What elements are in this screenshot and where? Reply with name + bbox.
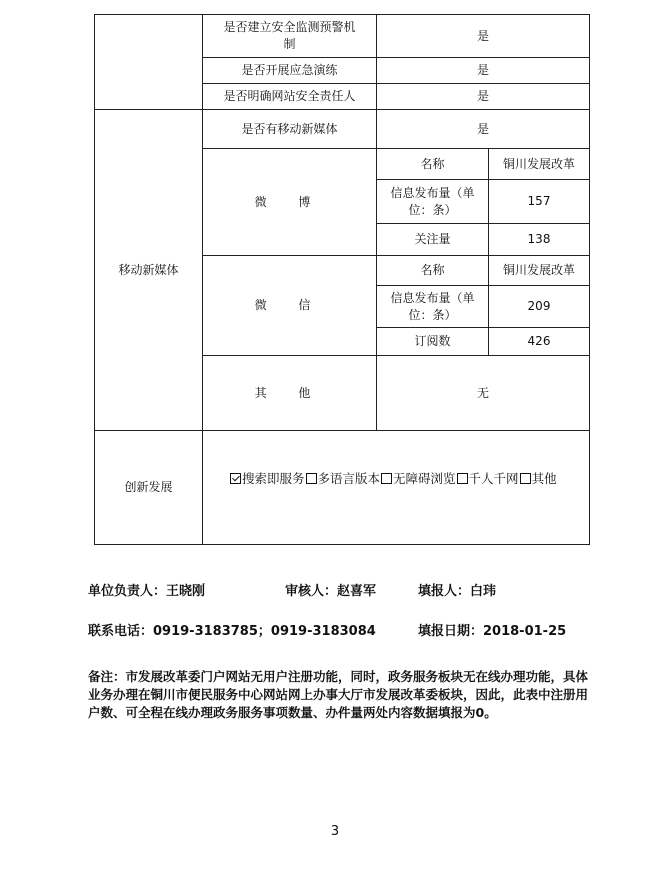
option-personalized[interactable]: 千人千网 xyxy=(456,471,519,486)
row-label-drill: 是否开展应急演练 xyxy=(241,63,338,77)
innovation-options xyxy=(229,469,557,487)
other-value: 无 xyxy=(476,385,489,400)
weixin-sub-value: 426 xyxy=(527,334,551,348)
checkbox-icon[interactable] xyxy=(520,473,531,484)
reviewer: 审核人：赵喜军 xyxy=(285,584,377,599)
filler: 填报人：白玮 xyxy=(418,584,497,599)
weixin-posts-value: 209 xyxy=(527,299,551,313)
checkbox-icon[interactable] xyxy=(457,473,468,484)
row-label-monitoring: 是否建立安全监测预警机制 xyxy=(223,20,356,51)
weixin-sub-label: 订阅数 xyxy=(414,334,451,348)
contact-phone: 联系电话：0919-3183785；0919-3183084 xyxy=(88,624,376,639)
option-search-as-service[interactable]: 搜索即服务 xyxy=(229,471,305,486)
weibo-posts-label: 信息发布量（单位：条） xyxy=(390,185,475,217)
weibo-name-label: 名称 xyxy=(420,156,445,171)
weixin-label: 微 信 xyxy=(254,298,325,312)
has-mobile-label: 是否有移动新媒体 xyxy=(241,121,338,136)
row-value-responsible: 是 xyxy=(476,89,489,103)
weibo-follow-label: 关注量 xyxy=(414,232,451,246)
weibo-posts-value: 157 xyxy=(527,194,551,208)
checkbox-icon[interactable] xyxy=(381,473,392,484)
option-other[interactable]: 其他 xyxy=(519,471,557,486)
section-label-mobile-media: 移动新媒体 xyxy=(118,262,179,277)
innovation-label: 创新发展 xyxy=(124,480,173,494)
weibo-name-value: 铜川发展改革 xyxy=(502,156,575,171)
weibo-label: 微 博 xyxy=(254,194,325,209)
has-mobile-value: 是 xyxy=(476,121,489,136)
checkbox-checked-icon[interactable] xyxy=(230,473,241,484)
other-label: 其 他 xyxy=(254,385,325,400)
unit-head: 单位负责人：王晓刚 xyxy=(88,584,206,599)
checkbox-icon[interactable] xyxy=(306,473,317,484)
weibo-follow-value: 138 xyxy=(527,232,551,246)
page-number: 3 xyxy=(330,824,340,839)
row-value-monitoring: 是 xyxy=(476,28,489,43)
remark: 备注：市发展改革委门户网站无用户注册功能，同时，政务服务板块无在线办理功能，具体业务办理在铜川市便民服务中心网站网上办事大厅市发展改革委板块，因此，此表中注册用户数、可全程在线办理政务服务事项数量、办件量两处内容数据填报为0。 xyxy=(88,669,589,720)
option-accessibility[interactable]: 无障碍浏览 xyxy=(380,471,456,486)
weixin-posts-label: 信息发布量（单位：条） xyxy=(390,290,475,322)
row-label-responsible: 是否明确网站安全责任人 xyxy=(223,89,356,103)
weixin-name-label: 名称 xyxy=(420,263,445,277)
fill-date: 填报日期：2018-01-25 xyxy=(418,624,567,639)
weixin-name-value: 铜川发展改革 xyxy=(502,263,575,277)
row-value-drill: 是 xyxy=(476,63,489,77)
option-multilingual[interactable]: 多语言版本 xyxy=(305,471,381,486)
